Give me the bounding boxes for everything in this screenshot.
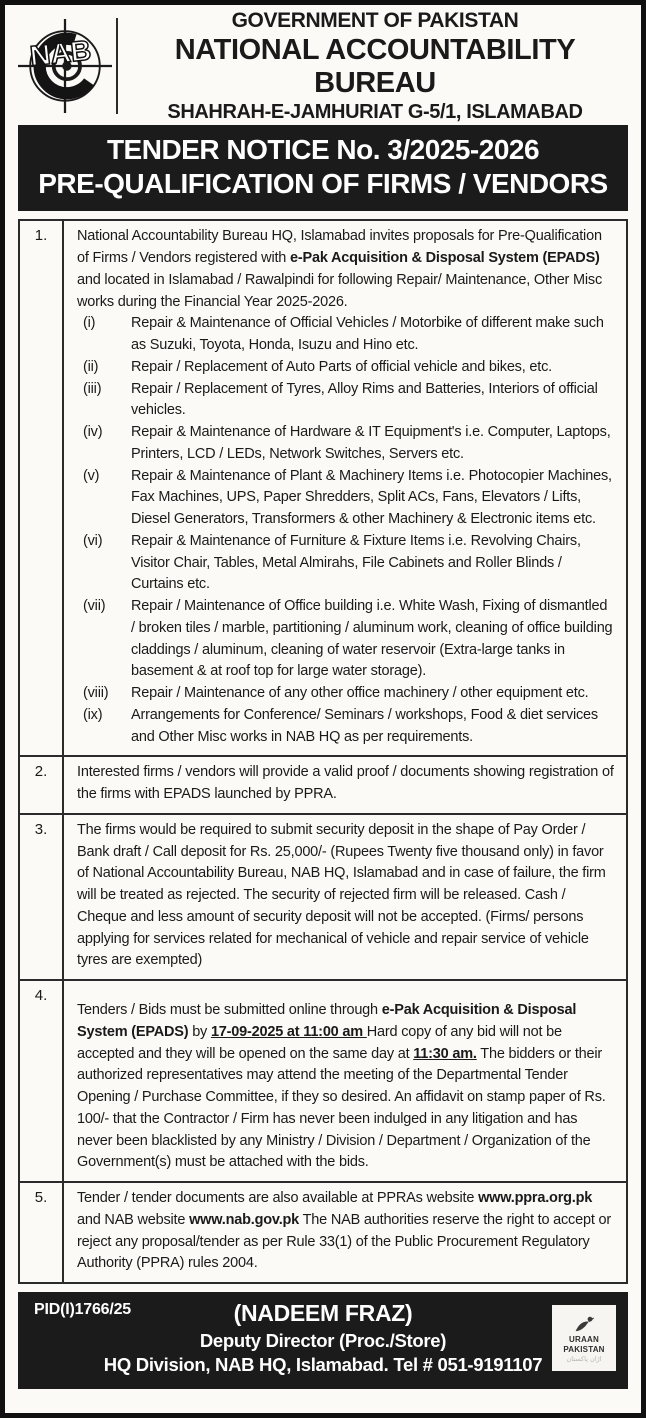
subitem-text: Repair / Maintenance of Office building i.e. White Wash, Fixing of dismantled / broken tiles / marble, partitioning / aluminum work, cleaning of office building claddings / aluminum, cleaning of water reservoir (Extra-large tanks in basement & at roof top for large water storage). xyxy=(131,598,613,680)
text-segment: www.nab.gov.pk xyxy=(189,1211,300,1228)
item-content xyxy=(64,757,626,813)
item-paragraph xyxy=(77,820,616,972)
subitem-text: Repair / Replacement of Tyres, Alloy Rims and Batteries, Interiors of official vehicles. xyxy=(131,380,598,419)
text-segment: The bidders or their authorized representatives may attend the meeting of the Departmental Tender Opening / Purchase Committee, if they so desired. An affidavit on stamp paper of Rs. 100/- that the Contractor / Firm has never been indulged in any litigation and has never been blacklisted by any Ministry / Division / Department / Organization of the Government(s) must be attached with the bids. xyxy=(77,1045,606,1171)
bird-icon xyxy=(572,1313,596,1335)
text-segment: National Accountability Bureau HQ, Islamabad invites proposals for Pre-Qualification of Firms / Vendors registered with xyxy=(77,228,602,267)
item-content xyxy=(64,815,626,979)
signatory-address: HQ Division, NAB HQ, Islamabad. Tel # 051-9191107 xyxy=(103,1354,543,1375)
subitem xyxy=(77,596,616,683)
header xyxy=(14,8,632,124)
subitem xyxy=(77,357,616,379)
title-banner xyxy=(18,125,628,211)
item-number: 2. xyxy=(20,757,64,813)
notice-table xyxy=(18,219,628,1284)
subitem xyxy=(77,705,616,749)
subitem-text: Repair & Maintenance of Official Vehicles / Motorbike of different make such as Suzuki, Toyota, Honda, Isuzu and Hino etc. xyxy=(131,315,604,354)
text-segment: Tender / tender documents are also available at PPRAs website xyxy=(77,1190,479,1207)
footer xyxy=(18,1292,628,1389)
subitem xyxy=(77,466,616,531)
nab-logo xyxy=(14,18,118,114)
item-number: 5. xyxy=(20,1183,64,1282)
text-segment: The NAB authorities reserve the right to accept or reject any proposal/tender as per Rule 33(1) of the Public Procurement Regulatory Authority (PPRA) rules 2004. xyxy=(77,1211,611,1272)
subitem xyxy=(77,422,616,466)
nab-logo-icon xyxy=(18,19,112,113)
subitem-label: (ix) xyxy=(83,706,103,723)
text-segment: and located in Islamabad / Rawalpindi for following Repair/ Maintenance, Other Misc works during the Financial Year 2025-2026. xyxy=(77,271,603,310)
subitem xyxy=(77,683,616,705)
subitem-text: Arrangements for Conference/ Seminars / workshops, Food & diet services and Other Misc works in NAB HQ as per requirements. xyxy=(131,706,598,745)
text-segment: 17-09-2025 at 11:00 am xyxy=(210,1023,367,1040)
item-paragraph xyxy=(77,762,616,806)
subitem-label: (viii) xyxy=(83,685,109,702)
text-segment: by xyxy=(188,1023,211,1040)
uraan-logo-text xyxy=(563,1335,604,1353)
government-line: GOVERNMENT OF PAKISTAN xyxy=(231,8,519,32)
header-text xyxy=(118,9,632,124)
pakistan-word: PAKISTAN xyxy=(563,1344,605,1354)
subitem-text: Repair / Replacement of Auto Parts of official vehicle and bikes, etc. xyxy=(131,358,552,375)
uraan-word: URAAN xyxy=(569,1335,599,1345)
tender-notice-subject: PRE-QUALIFICATION OF FIRMS / VENDORS xyxy=(38,168,608,200)
subitem xyxy=(77,379,616,423)
notice-row xyxy=(20,757,626,815)
pid-number: PID(I)1766/25 xyxy=(34,1301,132,1319)
subitem-label: (i) xyxy=(83,315,96,332)
item-content xyxy=(64,1183,626,1282)
subitem-text: Repair & Maintenance of Furniture & Fixture Items i.e. Revolving Chairs, Visitor Chair, Tables, Metal Almirahs, File Cabinets and Roller Blinds / Curtains etc. xyxy=(131,532,581,593)
bureau-name: NATIONAL ACCOUNTABILITY BUREAU xyxy=(174,34,576,99)
text-segment: e-Pak Acquisition & Disposal System (EPADS) xyxy=(290,250,600,267)
text-segment: 11:30 am. xyxy=(413,1045,477,1062)
subitem xyxy=(77,313,616,357)
item-number: 1. xyxy=(20,221,64,755)
item-paragraph xyxy=(77,1188,616,1275)
text-segment: e-Pak Acquisition & Disposal System (EPADS) xyxy=(77,1002,577,1040)
tender-notice-number: TENDER NOTICE No. 3/2025-2026 xyxy=(106,134,540,165)
text-segment: www.ppra.org.pk xyxy=(478,1190,593,1207)
subitem-text: Repair & Maintenance of Plant & Machinery Items i.e. Photocopier Machines, Fax Machines, UPS, Paper Shredders, Split ACs, Fans, Elevators / Lifts, Diesel Generators, Transformers & other Machinery & Electronic items etc. xyxy=(131,467,612,528)
item-number: 3. xyxy=(20,815,64,979)
notice-row xyxy=(20,815,626,981)
item-content xyxy=(64,981,626,1181)
notice-row xyxy=(20,981,626,1183)
text-segment: The firms would be required to submit security deposit in the shape of Pay Order / Bank draft / Call deposit for Rs. 25,000/- (Rupees Twenty five thousand only) in favor of National Accountability Bureau, NAB HQ, Islamabad and in case of failure, the firm will be treated as rejected. The security of rejected firm will be released. Cash / Cheque and less amount of security deposit will not be accepted. (Firms/ persons applying for services related for mechanical of vehicle and repair service of vehicle tyres are exempted) xyxy=(77,821,606,969)
uraan-pakistan-logo xyxy=(552,1305,616,1371)
subitem-label: (iv) xyxy=(83,424,103,441)
item-content xyxy=(64,221,626,755)
item-paragraph xyxy=(77,986,616,1174)
subitem xyxy=(77,531,616,596)
uraan-urdu-text: اڑان پاکستان xyxy=(566,1354,602,1363)
bureau-address: SHAHRAH-E-JAMHURIAT G-5/1, ISLAMABAD xyxy=(167,101,583,124)
signatory-name: (NADEEM FRAZ) xyxy=(233,1300,413,1327)
item-number: 4. xyxy=(20,981,64,1181)
notice-row xyxy=(20,221,626,757)
text-segment: Hard copy of any bid will not be accepted and they will be opened on the same day at xyxy=(77,1023,562,1062)
subitem-label: (vi) xyxy=(83,532,103,549)
notice-row xyxy=(20,1183,626,1282)
subitem-text: Repair & Maintenance of Hardware & IT Equipment's i.e. Computer, Laptops, Printers, LCD / LEDs, Network Switches, Servers etc. xyxy=(131,424,611,462)
item-paragraph xyxy=(77,226,616,313)
text-segment: and NAB website xyxy=(77,1211,190,1228)
svg-text:NAB: NAB xyxy=(28,33,93,72)
subitem-label: (iii) xyxy=(83,380,102,397)
subitem-text: Repair / Maintenance of any other office machinery / other equipment etc. xyxy=(131,685,589,702)
signatory-title: Deputy Director (Proc./Store) xyxy=(199,1329,447,1351)
subitem-label: (v) xyxy=(83,467,100,484)
subitem-label: (vii) xyxy=(83,598,106,615)
text-segment: Interested firms / vendors will provide a valid proof / documents showing registration of the firms with EPADS launched by PPRA. xyxy=(77,764,614,803)
text-segment: Tenders / Bids must be submitted online through xyxy=(77,1002,382,1019)
subitem-label: (ii) xyxy=(83,358,99,375)
